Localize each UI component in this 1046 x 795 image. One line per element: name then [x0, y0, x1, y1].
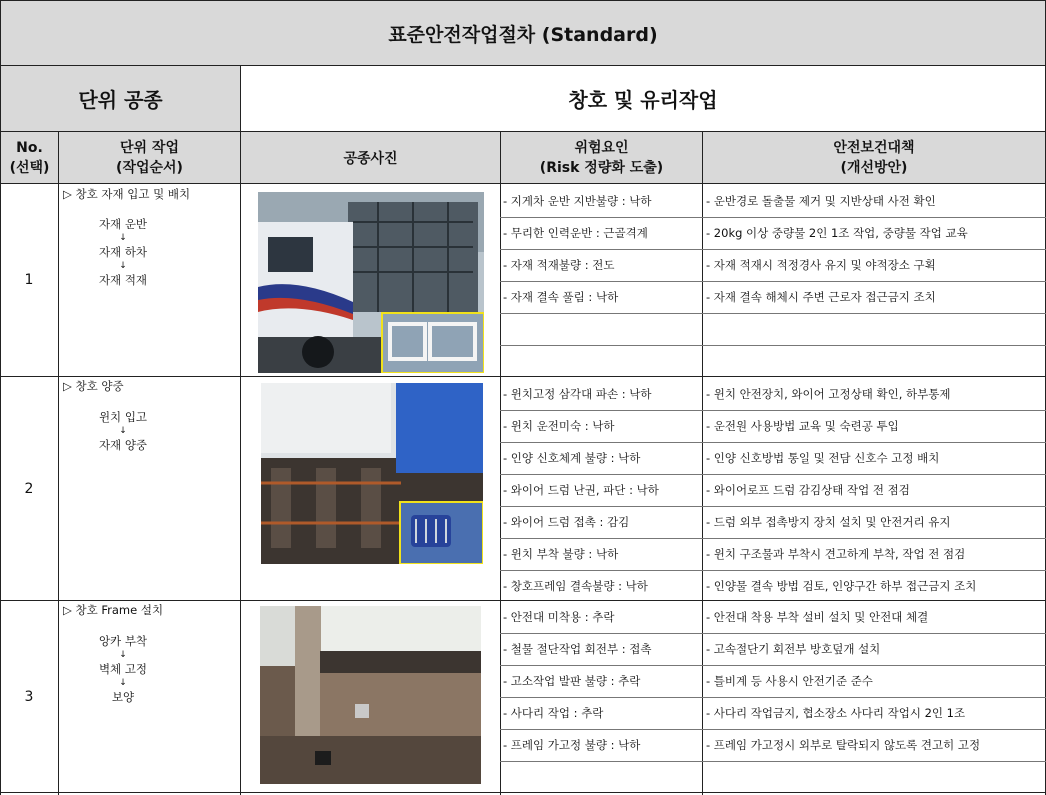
- row-divider: [500, 570, 1046, 571]
- col-header-risk-line2: (Risk 정량화 도출): [539, 159, 664, 176]
- row-divider: [500, 665, 1046, 666]
- risk-factor-cell: - 고소작업 발판 불량 : 추락: [503, 674, 641, 688]
- row-divider: [500, 410, 1046, 411]
- section-3-steps: [63, 633, 183, 705]
- row-divider: [500, 729, 1046, 730]
- section-1-task-title: ▷ 창호 자재 입고 및 배치: [63, 187, 191, 201]
- row-divider: [500, 697, 1046, 698]
- col-header-task-line1: 단위 작업: [120, 139, 179, 156]
- safety-measure-cell: - 윈치 구조물과 부착시 견고하게 부착, 작업 전 점검: [706, 547, 966, 561]
- grid-line: [702, 184, 703, 795]
- down-arrow-icon: ↓: [119, 650, 127, 660]
- safety-measure-cell: - 윈치 안전장치, 와이어 고정상태 확인, 하부통제: [706, 387, 951, 401]
- step-label: 자재 양중: [98, 438, 148, 452]
- section-2-number: 2: [24, 480, 34, 497]
- photo-frame-install: [260, 606, 481, 784]
- safety-measure-cell: - 20kg 이상 중량물 2인 1조 작업, 중량물 작업 교육: [706, 226, 968, 240]
- section-2-task-title: ▷ 창호 양중: [63, 379, 124, 393]
- unit-trade-value: 창호 및 유리작업: [568, 88, 718, 112]
- row-divider: [500, 442, 1046, 443]
- step-label: 자재 적재: [98, 273, 148, 287]
- risk-factor-cell: - 와이어 드럼 난권, 파단 : 낙하: [503, 483, 659, 497]
- section-1-steps: [63, 216, 183, 288]
- risk-factor-cell: - 사다리 작업 : 추락: [503, 706, 604, 720]
- risk-factor-cell: - 지게차 운반 지반불량 : 낙하: [503, 194, 652, 208]
- risk-factor-cell: - 인양 신호체계 불량 : 낙하: [503, 451, 641, 465]
- unit-trade-value-cell: [240, 65, 1046, 132]
- safety-measure-cell: - 운반경로 돌출물 제거 및 지반상태 사전 확인: [706, 194, 936, 208]
- safety-measure-cell: - 인양 신호방법 통일 및 전담 신호수 고정 배치: [706, 451, 940, 465]
- risk-factor-cell: - 창호프레임 결속불량 : 낙하: [503, 579, 648, 593]
- safety-measure-cell: - 안전대 착용 부착 설비 설치 및 안전대 체결: [706, 610, 929, 624]
- col-header-risk-line1: 위험요인: [574, 139, 629, 156]
- risk-factor-cell: - 와이어 드럼 접촉 : 감김: [503, 515, 630, 529]
- step-label: 윈치 입고: [98, 410, 148, 424]
- risk-factor-cell: - 무리한 인력운반 : 근골격계: [503, 226, 648, 240]
- safety-measure-cell: - 프레임 가고정시 외부로 탈락되지 않도록 견고히 고정: [706, 738, 981, 752]
- risk-factor-cell: - 윈치 부착 불량 : 낙하: [503, 547, 619, 561]
- risk-factor-cell: - 철물 절단작업 회전부 : 접촉: [503, 642, 652, 656]
- section-divider: [0, 376, 1046, 377]
- col-header-no-line2: (선택): [9, 159, 50, 176]
- photo-building-winch: [261, 383, 483, 564]
- down-arrow-icon: ↓: [119, 233, 127, 243]
- grid-line: [58, 184, 59, 795]
- row-divider: [500, 217, 1046, 218]
- row-divider: [500, 633, 1046, 634]
- risk-factor-cell: - 자재 적재불량 : 전도: [503, 258, 615, 272]
- unit-trade-label-cell: [0, 65, 241, 132]
- col-header-measure-line1: 안전보건대책: [833, 139, 915, 156]
- row-divider: [500, 345, 1046, 346]
- safety-measure-cell: - 인양물 결속 방법 검토, 인양구간 하부 접근금지 조치: [706, 579, 977, 593]
- col-header-photo: [240, 131, 501, 184]
- section-3-number: 3: [24, 688, 34, 705]
- row-divider: [500, 474, 1046, 475]
- col-header-no: [0, 131, 59, 184]
- safety-measure-cell: - 사다리 작업금지, 협소장소 사다리 작업시 2인 1조: [706, 706, 966, 720]
- risk-factor-cell: - 윈치고정 삼각대 파손 : 낙하: [503, 387, 652, 401]
- risk-factor-cell: - 자재 결속 풀림 : 낙하: [503, 290, 619, 304]
- row-divider: [500, 313, 1046, 314]
- grid-line: [240, 184, 241, 795]
- section-number: [0, 377, 58, 600]
- safety-measure-cell: - 드럼 외부 접촉방지 장치 설치 및 안전거리 유지: [706, 515, 951, 529]
- section-2-steps: [63, 409, 183, 453]
- section-3-task-title: ▷ 창호 Frame 설치: [63, 603, 164, 617]
- section-divider: [0, 792, 1046, 793]
- down-arrow-icon: ↓: [119, 426, 127, 436]
- row-divider: [500, 281, 1046, 282]
- risk-factor-cell: - 윈치 운전미숙 : 낙하: [503, 419, 615, 433]
- grid-line: [500, 184, 501, 795]
- col-header-risk: [500, 131, 703, 184]
- risk-factor-cell: - 안전대 미착용 : 추락: [503, 610, 615, 624]
- down-arrow-icon: ↓: [119, 261, 127, 271]
- document-title: 표준안전작업절차 (Standard): [388, 23, 658, 46]
- col-header-no-line1: No.: [16, 139, 43, 156]
- row-divider: [500, 538, 1046, 539]
- document-title-bar: [0, 0, 1046, 66]
- col-header-task-line2: (작업순서): [116, 159, 183, 176]
- safety-measure-cell: - 와이어로프 드럼 감김상태 작업 전 점검: [706, 483, 910, 497]
- safety-measure-cell: - 자재 결속 해체시 주변 근로자 접근금지 조치: [706, 290, 936, 304]
- col-header-measure-line2: (개선방안): [840, 159, 908, 176]
- risk-factor-cell: - 프레임 가고정 불량 : 낙하: [503, 738, 641, 752]
- row-divider: [500, 761, 1046, 762]
- col-header-measure: [702, 131, 1046, 184]
- col-header-photo-label: 공종사진: [343, 150, 398, 167]
- section-number: [0, 184, 58, 376]
- row-divider: [500, 506, 1046, 507]
- step-label: 벽체 고정: [98, 662, 148, 676]
- safety-measure-cell: - 운전원 사용방법 교육 및 숙련공 투입: [706, 419, 899, 433]
- step-label: 앙카 부착: [98, 634, 148, 648]
- safety-measure-cell: - 고속절단기 회전부 방호덮개 설치: [706, 642, 881, 656]
- safety-measure-cell: - 자재 적재시 적정경사 유지 및 야적장소 구획: [706, 258, 936, 272]
- step-label: 자재 하차: [98, 245, 148, 259]
- unit-trade-label: 단위 공종: [78, 88, 163, 112]
- down-arrow-icon: ↓: [119, 678, 127, 688]
- section-divider: [0, 600, 1046, 601]
- col-header-task: [58, 131, 241, 184]
- photo-truck-materials: [258, 192, 484, 373]
- step-label: 자재 운반: [98, 217, 148, 231]
- section-number: [0, 601, 58, 792]
- step-label: 보양: [111, 690, 135, 704]
- row-divider: [500, 249, 1046, 250]
- section-1-number: 1: [24, 272, 34, 288]
- safety-measure-cell: - 틀비계 등 사용시 안전기준 준수: [706, 674, 873, 688]
